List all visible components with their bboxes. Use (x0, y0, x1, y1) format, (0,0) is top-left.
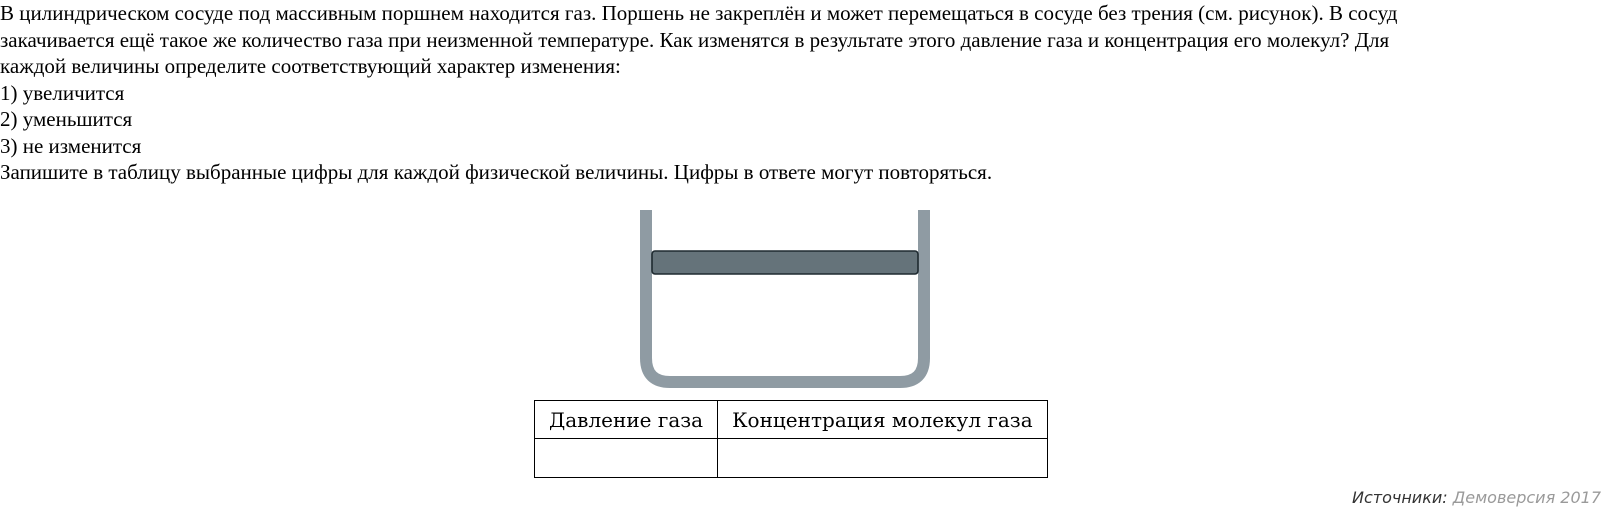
option-decrease: 2) уменьшится (0, 107, 133, 131)
table-header-row (535, 401, 1048, 439)
source-link[interactable]: Демоверсия 2017 (1452, 488, 1601, 507)
problem-line-2: закачивается ещё такое же количество газа при неизменной температуре. Как изменятся в результате этого давление газа и концентрация его молекул? Для (0, 27, 1390, 52)
problem-statement (0, 0, 1601, 186)
vessel-walls (646, 210, 924, 382)
table-answer-row (535, 439, 1048, 478)
option-increase: 1) увеличится (0, 80, 125, 105)
source-label: Источники: (1352, 488, 1448, 507)
problem-line-1: В цилиндрическом сосуде под массивным поршнем находится газ. Поршень не закреплён и может перемещаться в сосуде без трения (см. рисунок). В сосуд (0, 1, 1398, 25)
header-molecule-concentration: Концентрация молекул газа (718, 401, 1048, 439)
piston (652, 251, 918, 274)
answer-cell-molecule-concentration[interactable] (718, 439, 1048, 478)
answer-table (534, 400, 1048, 478)
header-gas-pressure: Давление газа (535, 401, 718, 439)
answer-cell-gas-pressure[interactable] (535, 439, 718, 478)
source-line (1352, 488, 1601, 507)
option-unchanged: 3) не изменится (0, 133, 142, 158)
cylinder-piston-figure (640, 210, 932, 392)
answer-instruction: Запишите в таблицу выбранные цифры для каждой физической величины. Цифры в ответе могут повторяться. (0, 160, 993, 184)
problem-line-3: каждой величины определите соответствующий характер изменения: (0, 54, 621, 78)
